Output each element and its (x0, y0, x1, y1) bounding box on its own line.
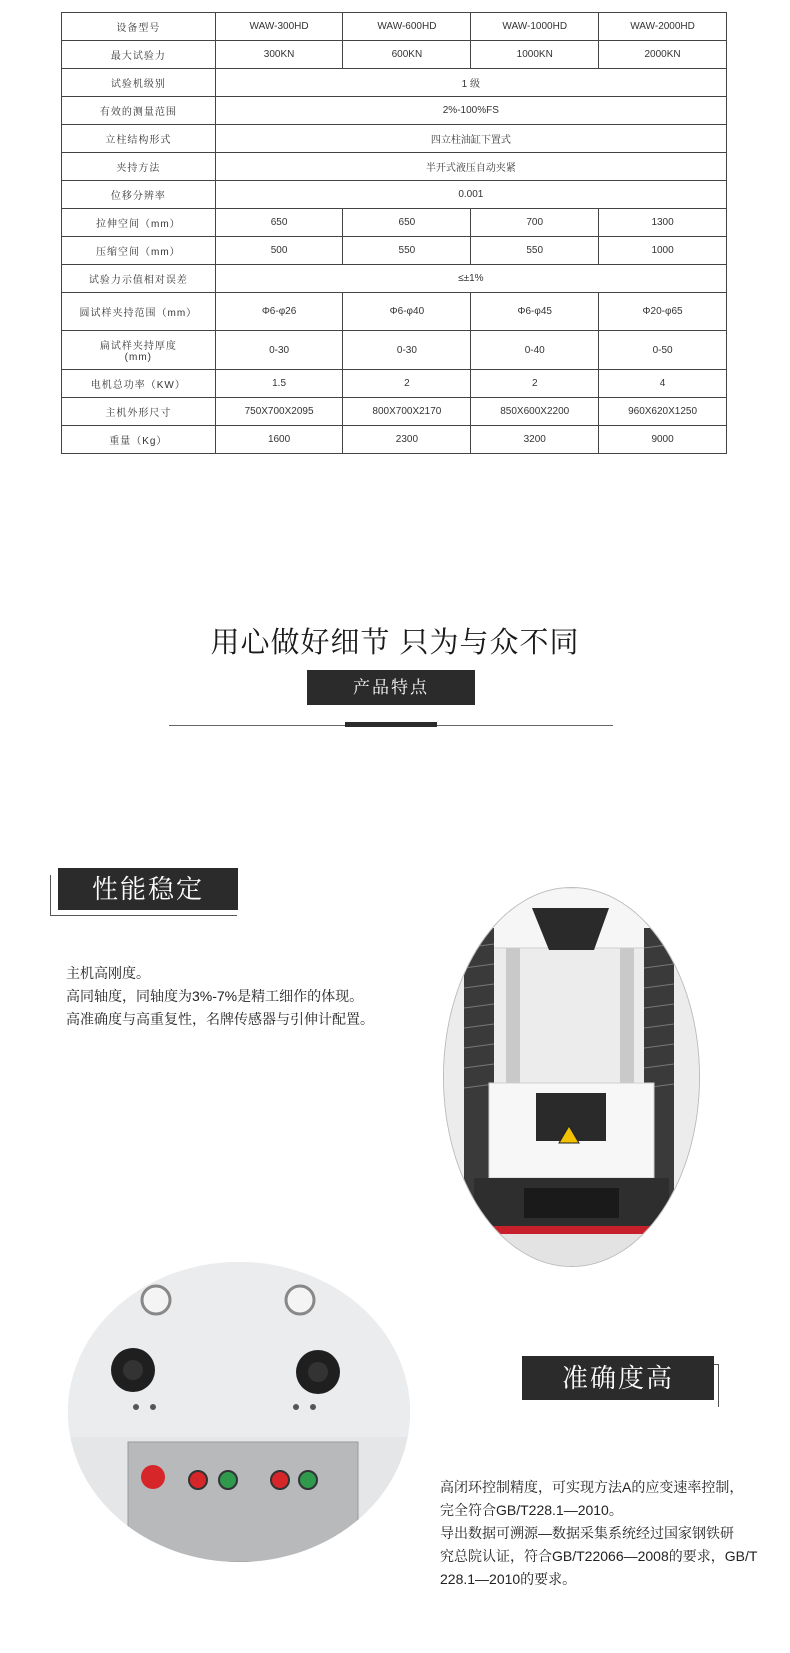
table-cell: Φ6-φ26 (215, 293, 343, 331)
table-row (62, 426, 727, 454)
table-cell: 9000 (599, 426, 727, 454)
section-tag: 产品特点 (307, 670, 475, 705)
divider-accent (345, 722, 437, 727)
model-cell: WAW-300HD (215, 13, 343, 41)
table-cell: 550 (343, 237, 471, 265)
row-label: 试验机级别 (62, 69, 216, 97)
feature-line: 高准确度与高重复性，名牌传感器与引伸计配置。 (66, 1011, 374, 1027)
table-cell: 800X700X2170 (343, 398, 471, 426)
table-cell: 1000 (599, 237, 727, 265)
feature-line: 高同轴度，同轴度为3%-7%是精工细作的体现。 (66, 988, 364, 1004)
table-row (62, 370, 727, 398)
table-cell: 半开式液压自动夹紧 (215, 153, 726, 181)
control-panel-illustration (68, 1262, 410, 1562)
table-cell: 550 (471, 237, 599, 265)
feature-title: 准确度高 (522, 1356, 714, 1400)
table-cell: 四立柱油缸下置式 (215, 125, 726, 153)
table-cell: 0-30 (343, 331, 471, 370)
table-cell: 2 (343, 370, 471, 398)
row-label: 夹持方法 (62, 153, 216, 181)
table-row (62, 97, 727, 125)
row-label: 重量（Kg） (62, 426, 216, 454)
table-cell: 2%-100%FS (215, 97, 726, 125)
table-cell: 500 (215, 237, 343, 265)
table-cell: Φ20-φ65 (599, 293, 727, 331)
model-cell: WAW-1000HD (471, 13, 599, 41)
table-cell: 700 (471, 209, 599, 237)
feature-description (440, 1476, 780, 1591)
table-cell: ≤±1% (215, 265, 726, 293)
table-cell: 3200 (471, 426, 599, 454)
table-cell: 2300 (343, 426, 471, 454)
control-panel-photo (68, 1262, 410, 1562)
table-row (62, 13, 727, 41)
table-cell: 1000KN (471, 41, 599, 69)
table-row (62, 398, 727, 426)
table-cell: 1 级 (215, 69, 726, 97)
table-cell: 0-30 (215, 331, 343, 370)
table-cell: 0.001 (215, 181, 726, 209)
table-row (62, 237, 727, 265)
feature-line: 高闭环控制精度，可实现方法A的应变速率控制， (440, 1479, 744, 1495)
feature-line: 导出数据可溯源—数据采集系统经过国家钢铁研 (440, 1525, 734, 1541)
table-row (62, 125, 727, 153)
row-label: 电机总功率（KW） (62, 370, 216, 398)
row-label: 主机外形尺寸 (62, 398, 216, 426)
feature-description (66, 962, 406, 1031)
table-cell: 4 (599, 370, 727, 398)
table-row (62, 209, 727, 237)
row-label: 有效的测量范围 (62, 97, 216, 125)
table-cell: 300KN (215, 41, 343, 69)
table-row (62, 41, 727, 69)
row-label (62, 331, 216, 370)
table-cell: 1300 (599, 209, 727, 237)
spec-table (61, 12, 727, 454)
table-cell: 750X700X2095 (215, 398, 343, 426)
table-cell: 650 (343, 209, 471, 237)
row-label: 圆试样夹持范围（mm） (62, 293, 216, 331)
table-cell: 850X600X2200 (471, 398, 599, 426)
table-cell: 1.5 (215, 370, 343, 398)
table-row (62, 181, 727, 209)
row-label: 试验力示值相对误差 (62, 265, 216, 293)
feature-line: 主机高刚度。 (66, 965, 150, 981)
feature-line: 完全符合GB/T228.1—2010。 (440, 1502, 623, 1518)
table-row (62, 69, 727, 97)
row-label: 设备型号 (62, 13, 216, 41)
table-cell: 0-40 (471, 331, 599, 370)
model-cell: WAW-600HD (343, 13, 471, 41)
machine-illustration (444, 888, 699, 1266)
row-label: 位移分辨率 (62, 181, 216, 209)
table-cell: 2000KN (599, 41, 727, 69)
table-cell: 2 (471, 370, 599, 398)
table-cell: 650 (215, 209, 343, 237)
row-label: 压缩空间（mm） (62, 237, 216, 265)
feature-title: 性能稳定 (58, 868, 238, 910)
machine-frame-photo (443, 887, 700, 1267)
table-cell: 960X620X1250 (599, 398, 727, 426)
table-row (62, 293, 727, 331)
row-label: 最大试验力 (62, 41, 216, 69)
table-cell: Φ6-φ40 (343, 293, 471, 331)
table-cell: Φ6-φ45 (471, 293, 599, 331)
table-row (62, 331, 727, 370)
table-cell: 1600 (215, 426, 343, 454)
model-cell: WAW-2000HD (599, 13, 727, 41)
table-row (62, 265, 727, 293)
row-label-line: (mm) (124, 352, 152, 363)
table-row (62, 153, 727, 181)
row-label-line: 扁试样夹持厚度 (99, 341, 177, 352)
table-cell: 0-50 (599, 331, 727, 370)
slogan-heading: 用心做好细节 只为与众不同 (210, 627, 580, 659)
row-label: 拉伸空间（mm） (62, 209, 216, 237)
feature-line: 究总院认证，符合GB/T22066—2008的要求，GB/T (440, 1548, 758, 1564)
feature-line: 228.1—2010的要求。 (440, 1571, 577, 1587)
table-cell: 600KN (343, 41, 471, 69)
row-label: 立柱结构形式 (62, 125, 216, 153)
